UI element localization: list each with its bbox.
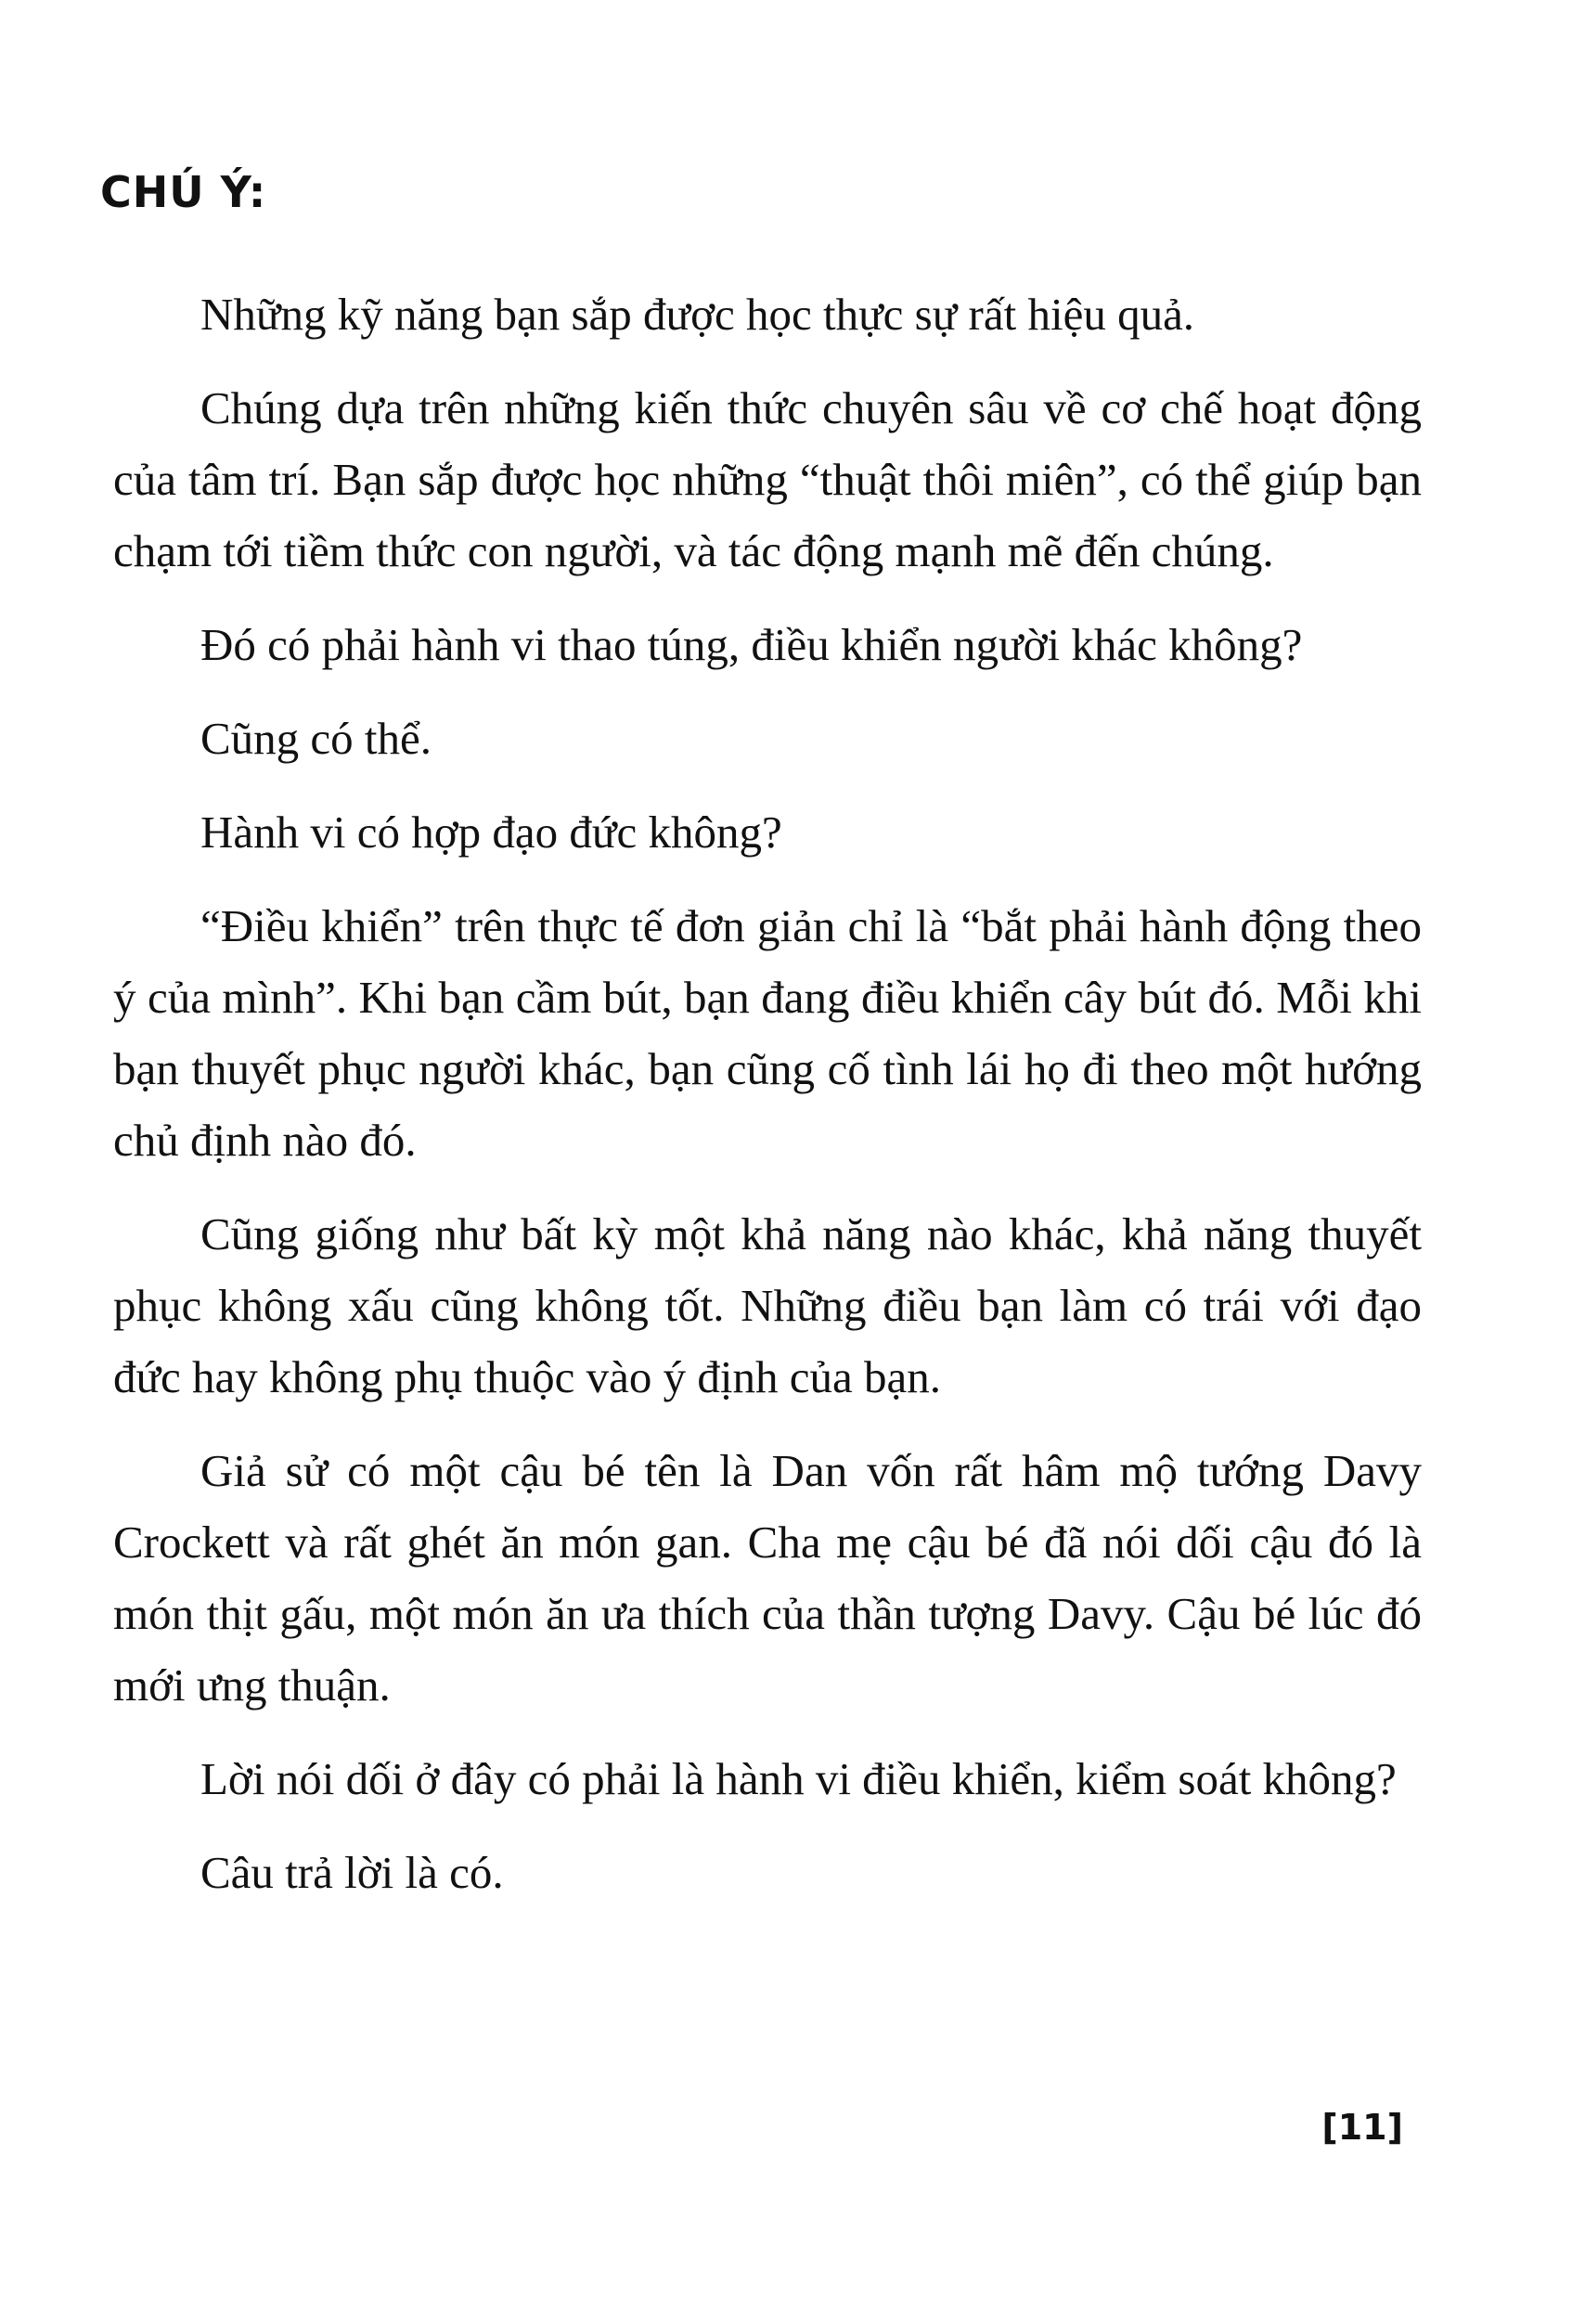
paragraph: Những kỹ năng bạn sắp được học thực sự rất hiệu quả. [200,289,1195,340]
paragraph: Giả sử có một cậu bé tên là Dan vốn rất hâm mộ tướng Davy Crockett và rất ghét ăn món gan. Cha mẹ cậu bé đã nói dối cậu đó là món thịt gấu, một món ăn ưa thích của thần tượng Davy. Cậu bé lúc đó mới ưng thuận. [113,1445,1422,1711]
paragraph: Hành vi có hợp đạo đức không? [200,807,782,858]
section-heading: CHÚ Ý: [100,167,267,217]
paragraph: Cũng giống như bất kỳ một khả năng nào khác, khả năng thuyết phục không xấu cũng không tốt. Những điều bạn làm có trái với đạo đức hay không phụ thuộc vào ý định của bạn. [113,1208,1422,1402]
page-number: [11] [1321,2107,1403,2148]
body-text [113,278,1422,1930]
paragraph: Lời nói dối ở đây có phải là hành vi điều khiển, kiểm soát không? [200,1753,1397,1804]
paragraph: Câu trả lời là có. [200,1847,504,1898]
paragraph: “Điều khiển” trên thực tế đơn giản chỉ là “bắt phải hành động theo ý của mình”. Khi bạn cầm bút, bạn đang điều khiển cây bút đó. Mỗi khi bạn thuyết phục người khác, bạn cũng cố tình lái họ đi theo một hướng chủ định nào đó. [113,900,1422,1166]
paragraph: Chúng dựa trên những kiến thức chuyên sâu về cơ chế hoạt động của tâm trí. Bạn sắp được học những “thuật thôi miên”, có thể giúp bạn chạm tới tiềm thức con người, và tác động mạnh mẽ đến chúng. [113,382,1422,576]
paragraph: Đó có phải hành vi thao túng, điều khiển người khác không? [200,619,1303,670]
paragraph: Cũng có thể. [200,713,432,764]
